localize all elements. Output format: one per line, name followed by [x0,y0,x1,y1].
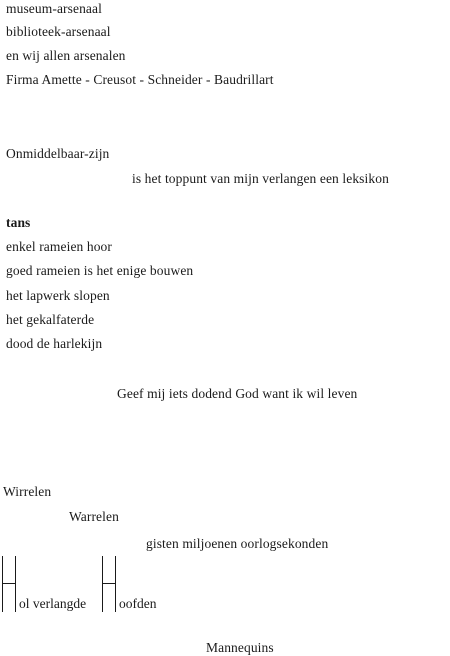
poem-line-9: goed rameien is het enige bouwen [6,263,194,278]
poem-line-4: Firma Amette - Creusot - Schneider - Baudrillart [6,72,274,87]
poem-line-1: museum-arsenaal [6,1,102,16]
poem-line-2: biblioteek-arsenaal [6,24,111,39]
poem-text-oofden: oofden [119,596,157,611]
poem-line-16: gisten miljoenen oorlogsekonden [146,536,329,551]
poem-line-5: Onmiddelbaar-zijn [6,146,110,161]
poem-line-hol-verlangde-hoofden [2,556,252,612]
poem-line-10: het lapwerk slopen [6,288,110,303]
poem-line-12: dood de harlekijn [6,336,103,351]
large-letter-h-2 [102,556,116,612]
poem-line-18: Mannequins [206,640,274,655]
poem-line-3: en wij allen arsenalen [6,48,126,63]
poem-line-15: Warrelen [69,509,119,524]
poem-line-14: Wirrelen [3,484,52,499]
poem-line-6: is het toppunt van mijn verlangen een leksikon [132,171,389,186]
poem-line-8: enkel rameien hoor [6,239,113,254]
large-letter-h-1 [2,556,16,612]
poem-text-ol-verlangde: ol verlangde [19,596,87,611]
poem-line-11: het gekalfaterde [6,312,95,327]
poem-line-7: tans [6,215,31,230]
poem-line-13: Geef mij iets dodend God want ik wil leven [117,386,358,401]
